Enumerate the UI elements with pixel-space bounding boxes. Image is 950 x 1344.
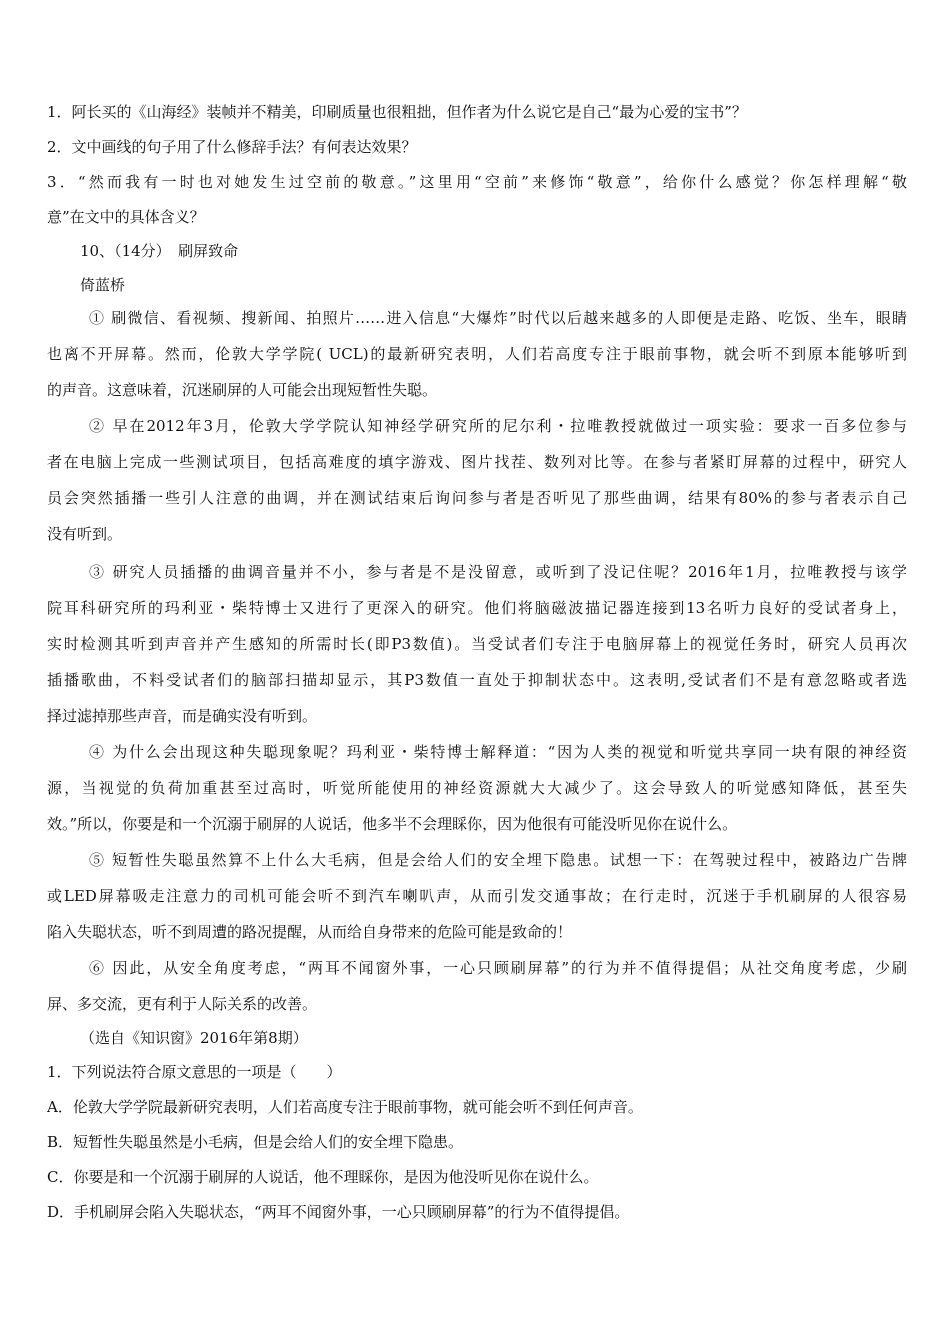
question-stem: 1．下列说法符合原文意思的一项是（ ）	[47, 1063, 342, 1081]
article-line: ② 早在2012年3月，伦敦大学学院认知神经学研究所的尼尔利・拉唯教授就做过一项实验：要求一百多位参与	[89, 417, 907, 435]
article-line: 实时检测其听到声音并产生感知的所需时长(即P3数值)。当受试者们专注于电脑屏幕上的视觉任务时，研究人员再次	[47, 635, 907, 653]
article-author: 倚蓝桥	[80, 276, 126, 294]
question-option-c: C．你要是和一个沉溺于刷屏的人说话，他不理睬你，是因为他没听见你在说什么。	[47, 1168, 599, 1186]
article-line: ③ 研究人员插播的曲调音量并不小，参与者是不是没留意，或听到了没记住呢？2016年1月，拉唯教授与该学	[89, 563, 907, 581]
prev-question-3: 3．“然而我有一时也对她发生过空前的敬意。”这里用“空前”来修饰“敬意”，给你什么感觉？你怎样理解“敬	[47, 173, 907, 191]
prev-question-3-cont: 意”在文中的具体含义？	[47, 208, 205, 226]
article-line: 效。”所以，你要是和一个沉溺于刷屏的人说话，他多半不会理睬你，因为他很有可能没听见你在说什么。	[47, 815, 738, 833]
article-line: 员会突然插播一些引人注意的曲调，并在测试结束后询问参与者是否听见了那些曲调，结果有80%的参与者表示自己	[47, 489, 907, 507]
article-line: 院耳科研究所的玛利亚・柴特博士又进行了更深入的研究。他们将脑磁波描记器连接到13名听力良好的受试者身上，	[47, 599, 907, 617]
article-line: 择过滤掉那些声音，而是确实没有听到。	[47, 707, 318, 725]
prev-question-2: 2．文中画线的句子用了什么修辞手法？有何表达效果？	[47, 138, 417, 156]
article-line: 插播歌曲，不料受试者们的脑部扫描却显示，其P3数值一直处于抑制状态中。这表明,受试者们不是有意忽略或者选	[47, 671, 907, 689]
article-line: ⑤ 短暂性失聪虽然算不上什么大毛病，但是会给人们的安全埋下隐患。试想一下：在驾驶过程中，被路边广告牌	[89, 851, 907, 869]
article-line: 也离不开屏幕。然而，伦敦大学学院( UCL)的最新研究表明，人们若高度专注于眼前事物，就会听不到原本能够听到	[47, 345, 907, 363]
article-source: （选自《知识窗》2016年第8期）	[80, 1029, 308, 1047]
article-line: 的声音。这意味着，沉迷刷屏的人可能会出现短暂性失聪。	[47, 381, 438, 399]
prev-question-1: 1．阿长买的《山海经》装帧并不精美，印刷质量也很粗拙，但作者为什么说它是自己“最为心爱的宝书”？	[47, 103, 747, 121]
question-option-a: A．伦敦大学学院最新研究表明，人们若高度专注于眼前事物，就可能会听不到任何声音。	[47, 1098, 643, 1116]
article-line: 屏、多交流，更有利于人际关系的改善。	[47, 995, 318, 1013]
section-heading: 10、（14分） 刷屏致命	[80, 242, 239, 260]
question-option-d: D．手机刷屏会陷入失聪状态，“两耳不闻窗外事，一心只顾刷屏幕”的行为不值得提倡。	[47, 1203, 630, 1221]
article-line: 者在电脑上完成一些测试项目，包括高难度的填字游戏、图片找茬、数列对比等。在参与者紧盯屏幕的过程中，研究人	[47, 453, 907, 471]
article-line: ① 刷微信、看视频、搜新闻、拍照片……进入信息“大爆炸”时代以后越来越多的人即便是走路、吃饭、坐车，眼睛	[89, 309, 907, 327]
article-line: 没有听到。	[47, 525, 123, 543]
article-line: ⑥ 因此，从安全角度考虑，“两耳不闻窗外事，一心只顾刷屏幕”的行为并不值得提倡；从社交角度考虑，少刷	[89, 959, 907, 977]
article-line: 或LED屏幕吸走注意力的司机可能会听不到汽车喇叭声，从而引发交通事故；在行走时，沉迷于手机刷屏的人很容易	[47, 887, 907, 905]
article-line: ④ 为什么会出现这种失聪现象呢？玛利亚・柴特博士解释道：“因为人类的视觉和听觉共享同一块有限的神经资	[89, 743, 907, 761]
question-option-b: B．短暂性失聪虽然是小毛病，但是会给人们的安全埋下隐患。	[47, 1133, 464, 1151]
article-line: 陷入失聪状态，听不到周遭的路况提醒，从而给自身带来的危险可能是致命的！	[47, 923, 573, 941]
article-line: 源，当视觉的负荷加重甚至过高时，听觉所能使用的神经资源就大大减少了。这会导致人的听觉感知降低，甚至失	[47, 779, 907, 797]
